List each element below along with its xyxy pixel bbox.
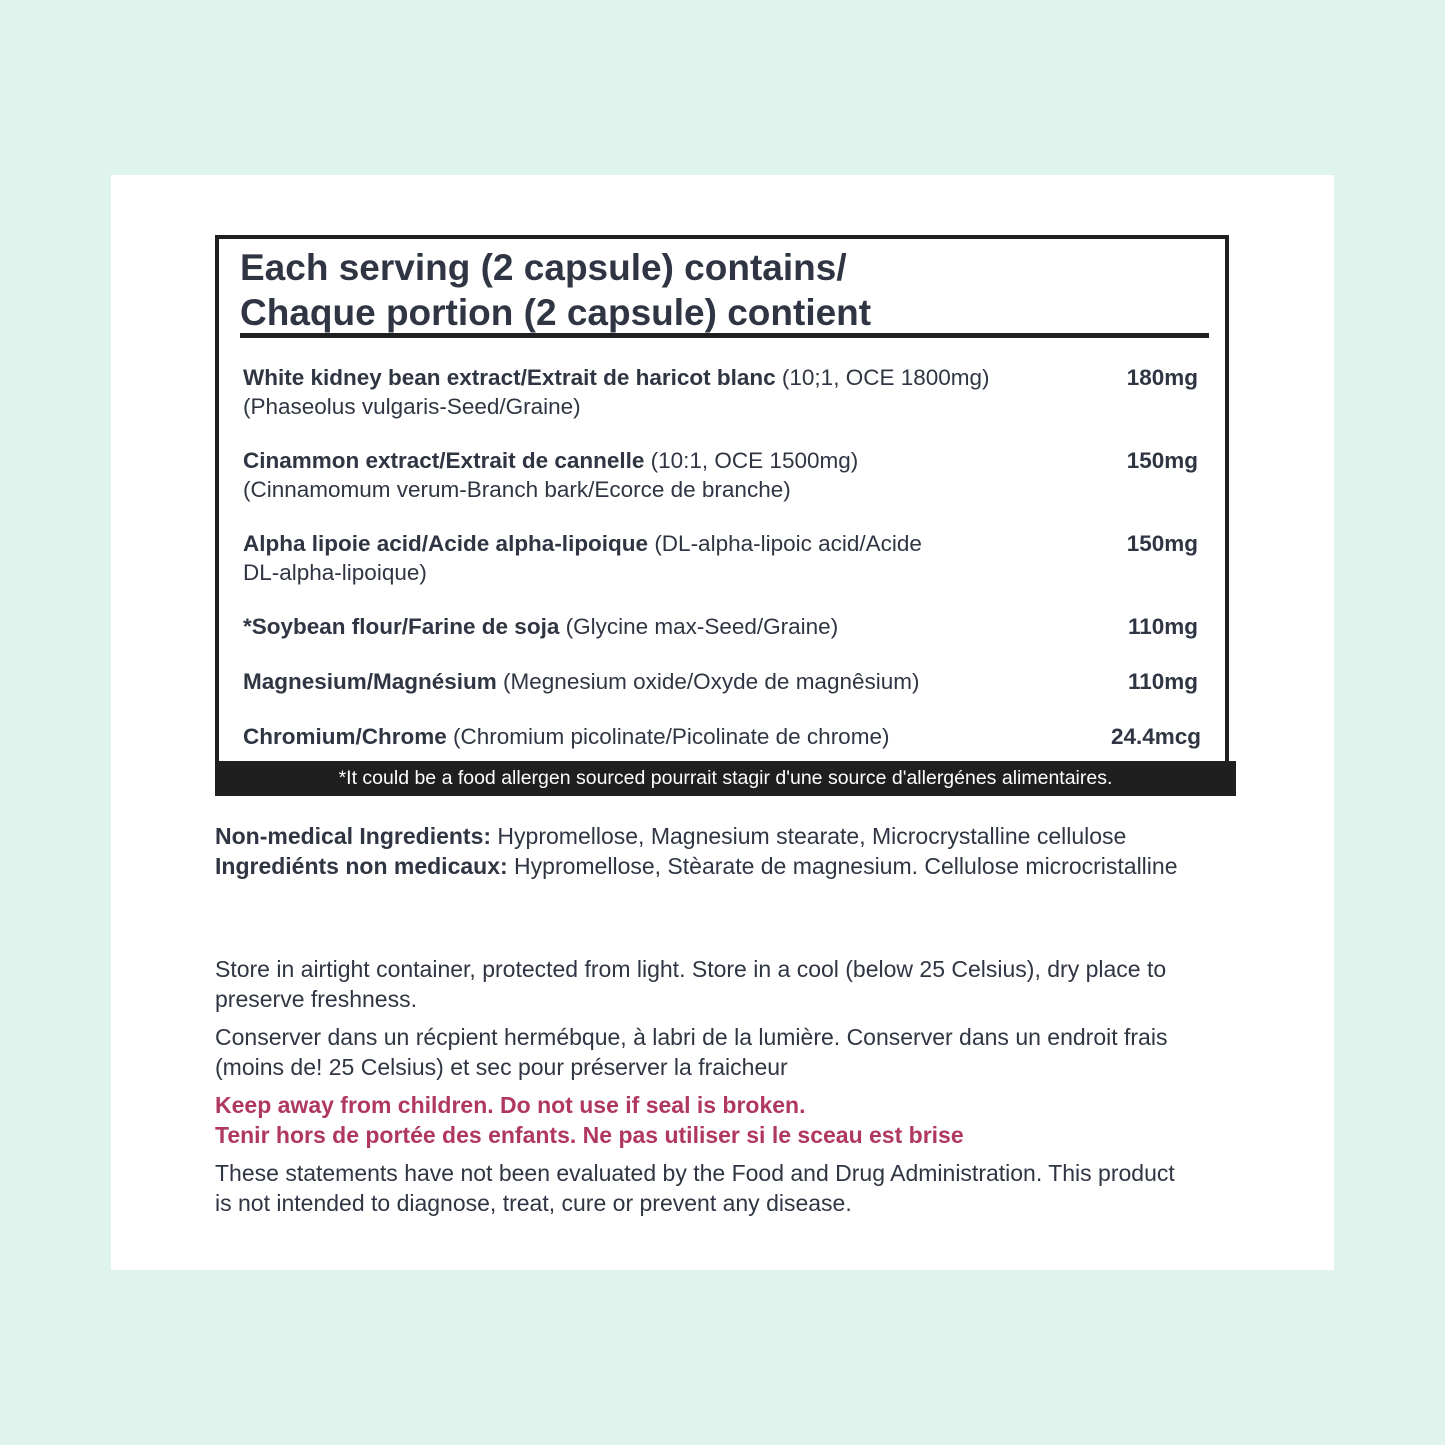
ingredient-row <box>243 446 1203 504</box>
ingredient-description <box>243 612 1093 641</box>
child-warning <box>215 1090 1215 1150</box>
ingredient-amount: 150mg <box>1126 531 1198 556</box>
non-medical-fr-text: Hypromellose, Stèarate de magnesium. Cellulose microcristalline <box>507 853 1178 879</box>
ingredient-name: *Soybean flour/Farine de soja <box>243 614 560 639</box>
storage-fr: Conserver dans un récpient hermébque, à labri de la lumière. Conserver dans un endroit frais (moins de! 25 Celsius) et sec pour préserver la fraicheur <box>215 1024 1168 1080</box>
ingredient-amount: 150mg <box>1126 448 1198 473</box>
storage-en: Store in airtight container, protected from light. Store in a cool (below 25 Celsius), dry place to preserve freshness. <box>215 956 1167 1012</box>
ingredient-name: Chromium/Chrome <box>243 724 447 749</box>
ingredient-detail: (10:1, OCE 1500mg) <box>644 448 859 473</box>
facts-title-en: Each serving (2 capsule) contains/ <box>240 247 847 288</box>
allergen-note-bar: *It could be a food allergen sourced pourrait stagir d'une source d'allergénes alimentaires. <box>215 761 1236 796</box>
ingredient-row <box>243 612 1203 641</box>
non-medical-fr-label: Ingrediénts non medicaux: <box>215 853 508 879</box>
ingredient-amount: 110mg <box>1127 614 1198 639</box>
ingredient-description <box>243 722 1093 751</box>
ingredient-amount: 110mg <box>1127 669 1198 694</box>
ingredient-row <box>243 363 1203 421</box>
ingredient-amount: 24.4mcg <box>1110 724 1201 749</box>
ingredient-row <box>243 667 1203 696</box>
child-warning-en: Keep away from children. Do not use if seal is broken. <box>215 1092 806 1118</box>
non-medical-en-label: Non-medical Ingredients: <box>215 823 492 849</box>
non-medical-fr <box>215 851 1255 881</box>
ingredient-description <box>243 363 1093 421</box>
supplement-facts-box <box>215 235 1229 790</box>
ingredient-detail: (10;1, OCE 1800mg) <box>775 365 990 390</box>
ingredient-detail-2: (Phaseolus vulgaris-Seed/Graine) <box>243 394 581 419</box>
non-medical-en-text: Hypromellose, Magnesium stearate, Microcrystalline cellulose <box>491 823 1127 849</box>
label-card <box>111 175 1334 1270</box>
ingredient-name: Cinammon extract/Extrait de cannelle <box>243 448 645 473</box>
ingredient-name: White kidney bean extract/Extrait de haricot blanc <box>243 365 776 390</box>
facts-title <box>240 245 871 335</box>
ingredient-row <box>243 722 1203 751</box>
ingredient-description <box>243 529 1093 587</box>
title-divider <box>240 333 1209 338</box>
ingredient-detail: (DL-alpha-lipoic acid/Acide <box>648 531 922 556</box>
child-warning-fr: Tenir hors de portée des enfants. Ne pas utiliser si le sceau est brise <box>215 1122 964 1148</box>
facts-title-fr: Chaque portion (2 capsule) contient <box>240 292 872 333</box>
ingredient-detail: (Chromium picolinate/Picolinate de chrome) <box>446 724 890 749</box>
ingredient-description <box>243 667 1093 696</box>
non-medical-en <box>215 821 1255 851</box>
ingredient-detail-2: DL-alpha-lipoique) <box>243 560 427 585</box>
non-medical-ingredients <box>215 821 1255 881</box>
fda-disclaimer: These statements have not been evaluated by the Food and Drug Administration. This product is not intended to diagnose, treat, cure or prevent any disease. <box>215 1160 1175 1216</box>
ingredient-name: Alpha lipoie acid/Acide alpha-lipoique <box>243 531 649 556</box>
ingredient-amount: 180mg <box>1126 365 1198 390</box>
ingredient-detail-2: (Cinnamomum verum-Branch bark/Ecorce de branche) <box>243 477 791 502</box>
ingredient-detail: (Megnesium oxide/Oxyde de magnêsium) <box>496 669 920 694</box>
ingredient-description <box>243 446 1093 504</box>
ingredient-row <box>243 529 1203 587</box>
ingredient-detail: (Glycine max-Seed/Graine) <box>559 614 839 639</box>
ingredient-name: Magnesium/Magnésium <box>243 669 497 694</box>
